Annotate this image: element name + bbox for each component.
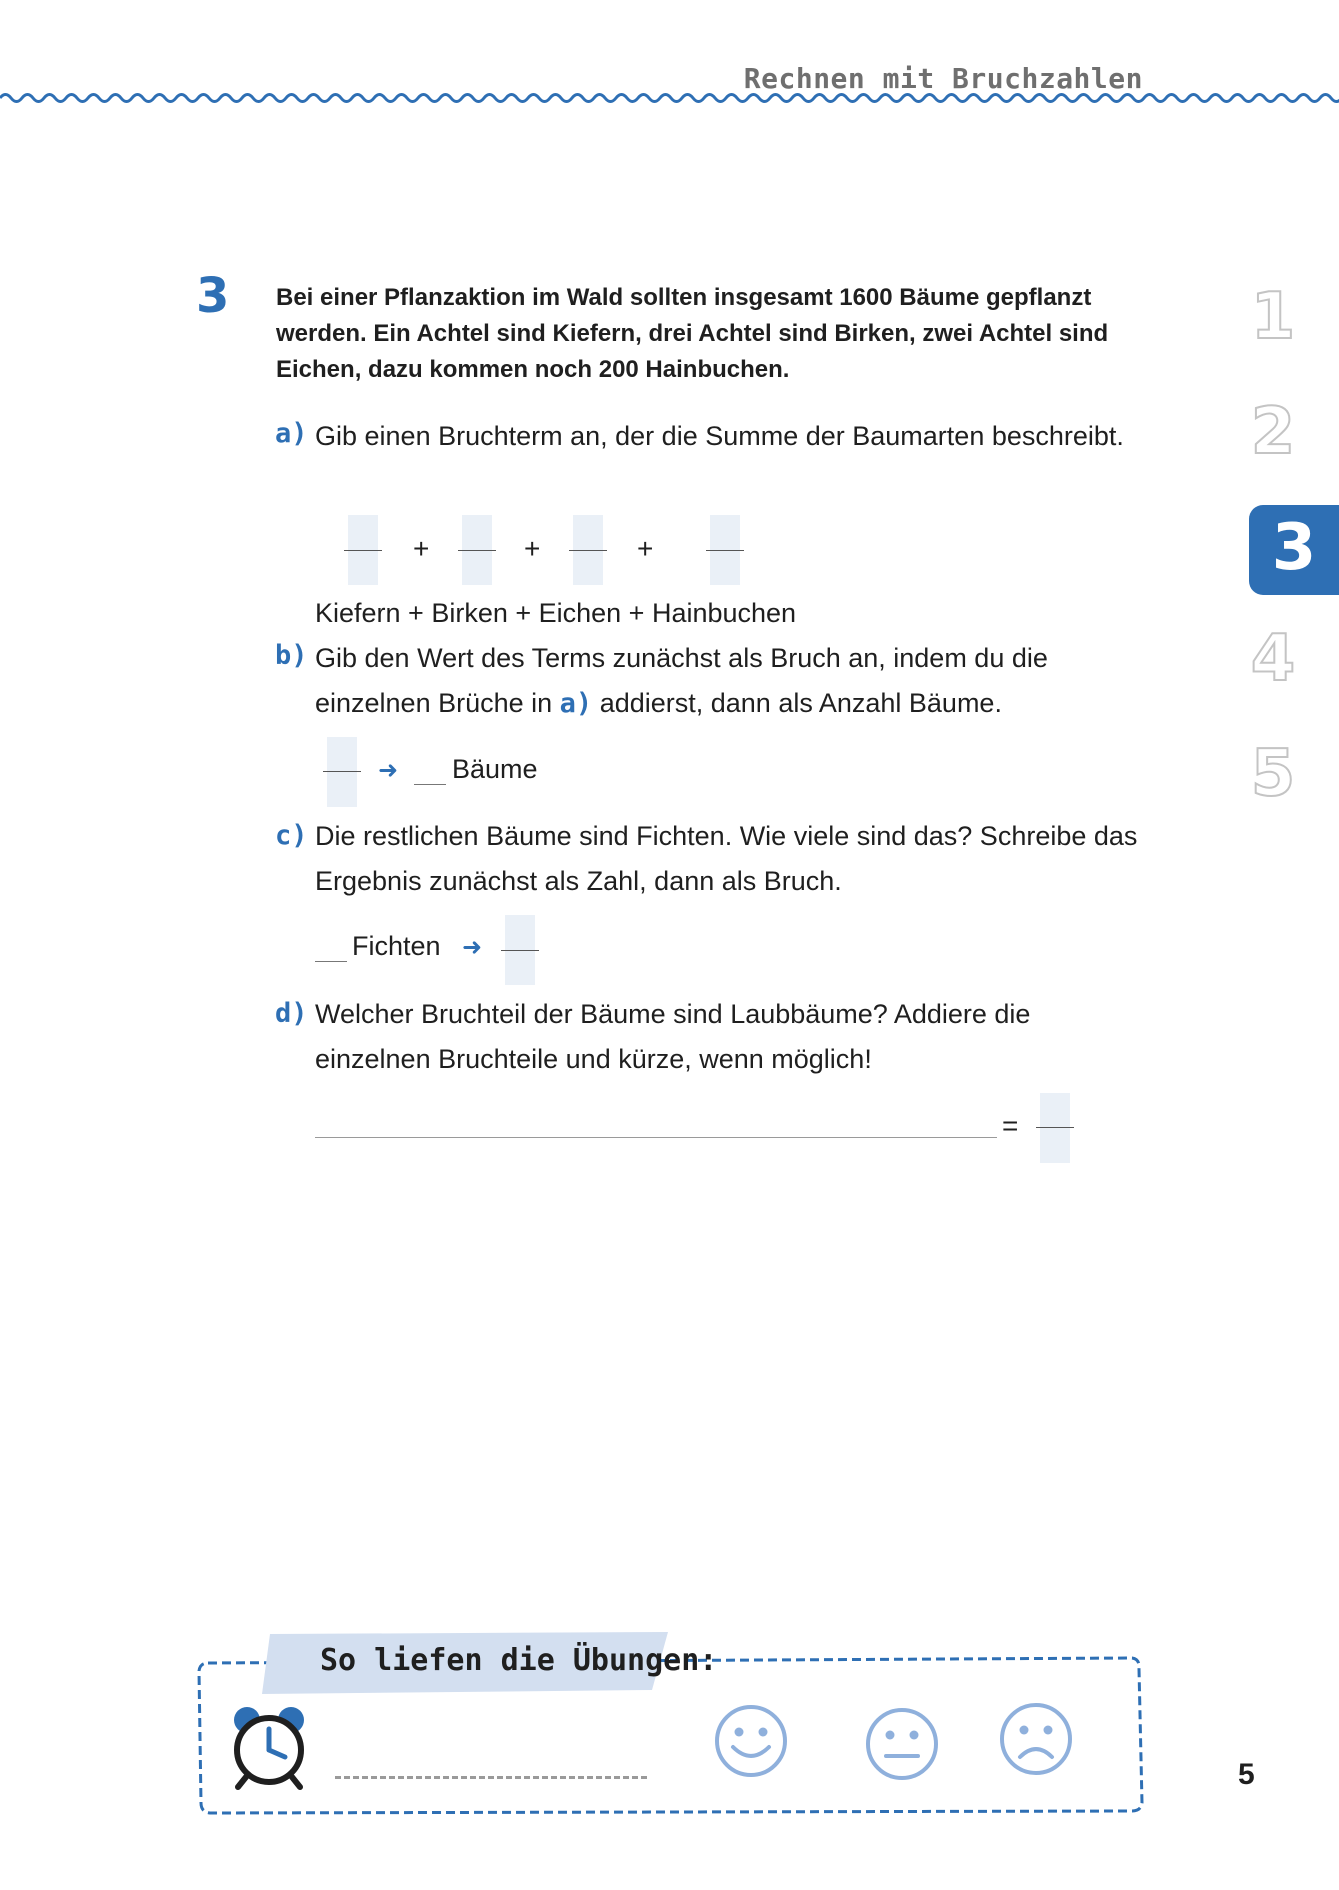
subtask-a-caption: Kiefern + Birken + Eichen + Hainbuchen xyxy=(315,598,797,628)
fraction-d-line xyxy=(1036,1127,1074,1128)
spruce-count-blank[interactable] xyxy=(315,961,347,962)
fraction-2-line xyxy=(458,550,496,551)
page-number: 5 xyxy=(1238,1758,1255,1791)
chapter-tab-5[interactable]: 5 xyxy=(1250,737,1296,811)
smiley-sad-icon[interactable] xyxy=(998,1701,1074,1777)
chapter-tab-3-label: 3 xyxy=(1271,511,1317,585)
plus-sign-3: + xyxy=(637,533,654,564)
subtask-a-text: Gib einen Bruchterm an, der die Summe der Baumarten beschreibt. xyxy=(315,421,1124,451)
plus-sign-1: + xyxy=(413,533,430,564)
header-wave-divider xyxy=(0,88,1339,108)
task-number: 3 xyxy=(196,268,230,324)
arrow-right-icon: ➜ xyxy=(378,756,399,784)
chapter-tab-1[interactable]: 1 xyxy=(1250,280,1296,354)
trees-unit: Bäume xyxy=(452,754,538,784)
subtask-b-ref: a) xyxy=(559,688,593,719)
fraction-d-box[interactable] xyxy=(1040,1093,1070,1163)
subtask-d-text: Welcher Bruchteil der Bäume sind Laubbäume? Addiere die einzelnen Bruchteile und kürze, wenn möglich! xyxy=(315,999,1031,1074)
fraction-b-line xyxy=(323,771,361,772)
fraction-3-line xyxy=(569,550,607,551)
subtask-b-text-before: Gib den Wert des Terms zunächst als Bruch an, indem du die einzelnen Brüche in xyxy=(315,643,1048,718)
subtask-b-text-after: addierst, dann als Anzahl Bäume. xyxy=(592,688,1002,718)
subtask-a-label: a) xyxy=(275,418,308,449)
fraction-1-line xyxy=(344,550,382,551)
running-head: Rechnen mit Bruchzahlen xyxy=(743,62,1143,95)
chapter-tab-2[interactable]: 2 xyxy=(1250,395,1296,469)
answer-line-d[interactable] xyxy=(315,1137,997,1138)
equals-sign: = xyxy=(1002,1110,1019,1141)
chapter-tab-3-active[interactable] xyxy=(1249,505,1339,595)
alarm-clock-icon xyxy=(228,1705,310,1791)
time-input-line[interactable] xyxy=(335,1776,647,1779)
fraction-4-line xyxy=(706,550,744,551)
fraction-b-box[interactable] xyxy=(327,737,357,807)
arrow-right-icon: ➜ xyxy=(462,933,483,961)
task-intro: Bei einer Pflanzaktion im Wald sollten insgesamt 1600 Bäume gepflanzt werden. Ein Achtel sind Kiefern, drei Achtel sind Birken, zwei Achtel sind Eichen, dazu kommen noch 200 Hainbuchen. xyxy=(276,284,1109,383)
fraction-c-line xyxy=(501,950,539,951)
subtask-c-text: Die restlichen Bäume sind Fichten. Wie viele sind das? Schreibe das Ergebnis zunächst als Zahl, dann als Bruch. xyxy=(315,821,1138,896)
subtask-d-label: d) xyxy=(275,998,308,1029)
trees-count-blank[interactable] xyxy=(414,784,446,785)
subtask-b-text xyxy=(315,636,1145,726)
plus-sign-2: + xyxy=(524,533,541,564)
chapter-tab-4[interactable]: 4 xyxy=(1250,622,1296,696)
subtask-b-label: b) xyxy=(275,640,308,671)
spruce-unit: Fichten xyxy=(352,931,441,961)
smiley-happy-icon[interactable] xyxy=(713,1703,789,1779)
subtask-c-label: c) xyxy=(275,820,308,851)
smiley-neutral-icon[interactable] xyxy=(864,1706,940,1782)
feedback-title: So liefen die Übungen: xyxy=(320,1643,718,1678)
